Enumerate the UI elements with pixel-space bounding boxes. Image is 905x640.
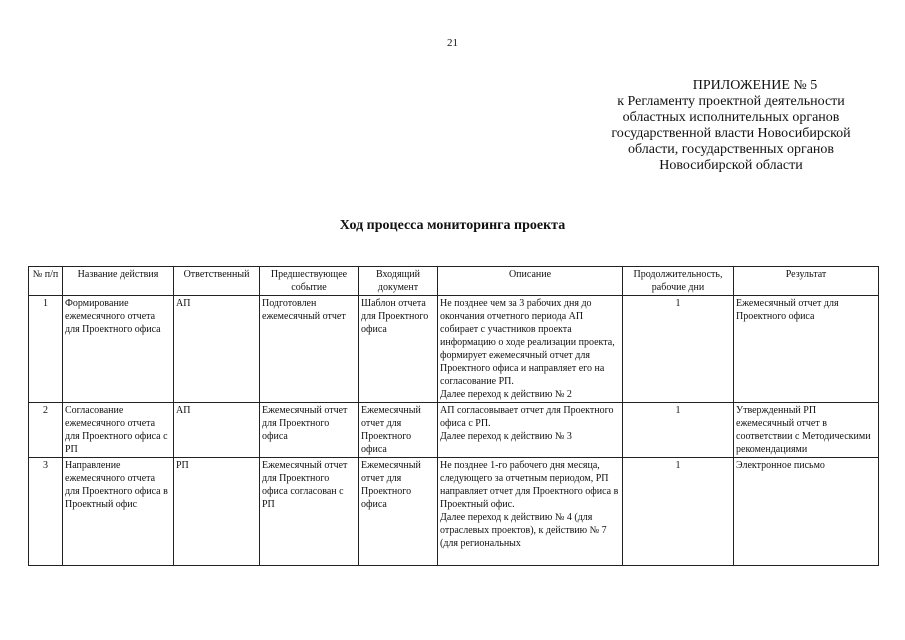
description-text: АП согласовывает отчет для Проектного офиса с РП.	[440, 405, 614, 429]
cell-action: Направление ежемесячного отчета для Проектного офиса в Проектный офис	[63, 458, 174, 566]
appendix-title: ПРИЛОЖЕНИЕ № 5	[692, 78, 818, 93]
cell-input-doc: Шаблон отчета для Проектного офиса	[359, 296, 438, 403]
header-action: Название действия	[63, 267, 174, 296]
header-preceding: Предшествующее событие	[260, 267, 359, 296]
header-duration: Продолжительность, рабочие дни	[623, 267, 734, 296]
header-result: Результат	[734, 267, 879, 296]
cell-result: Ежемесячный отчет для Проектного офиса	[734, 296, 879, 403]
cell-duration: 1	[623, 296, 734, 403]
cell-input-doc: Ежемесячный отчет для Проектного офиса	[359, 403, 438, 458]
cell-preceding: Подготовлен ежемесячный отчет	[260, 296, 359, 403]
appendix-block	[596, 78, 866, 174]
cell-duration: 1	[623, 403, 734, 458]
process-table	[28, 266, 879, 566]
cell-num: 3	[29, 458, 63, 566]
cell-result: Утвержденный РП ежемесячный отчет в соответствии с Методическими рекомендациями	[734, 403, 879, 458]
header-description: Описание	[438, 267, 623, 296]
cell-action: Согласование ежемесячного отчета для Проектного офиса с РП	[63, 403, 174, 458]
table-row	[29, 296, 879, 403]
cell-result: Электронное письмо	[734, 458, 879, 566]
appendix-line: к Регламенту проектной деятельности	[617, 94, 845, 109]
cell-input-doc: Ежемесячный отчет для Проектного офиса	[359, 458, 438, 566]
table-header-row	[29, 267, 879, 296]
appendix-line: государственной власти Новосибирской	[611, 126, 851, 141]
header-input-doc: Входящий документ	[359, 267, 438, 296]
description-text: Не позднее 1-го рабочего дня месяца, следующего за отчетным периодом, РП направляет отчет для Проектного офиса в Проектный офис.	[440, 460, 619, 510]
appendix-line: областных исполнительных органов	[622, 110, 840, 125]
appendix-line: Новосибирской области	[659, 158, 803, 173]
description-next-step: Далее переход к действию № 3	[440, 431, 572, 442]
cell-responsible: АП	[174, 403, 260, 458]
table-row	[29, 458, 879, 566]
description-text: Не позднее чем за 3 рабочих дня до окончания отчетного периода АП собирает с участников проекта информацию о ходе реализации проекта, формирует ежемесячный отчет для Проектного офиса и направляет его на согласование РП.	[440, 298, 615, 387]
description-next-step: Далее переход к действию № 2	[440, 389, 572, 400]
cell-duration: 1	[623, 458, 734, 566]
description-next-step: Далее переход к действию № 4 (для отраслевых проектов), к действию № 7 (для региональных	[440, 512, 607, 549]
cell-num: 2	[29, 403, 63, 458]
cell-preceding: Ежемесячный отчет для Проектного офиса согласован с РП	[260, 458, 359, 566]
cell-responsible: АП	[174, 296, 260, 403]
cell-description	[438, 296, 623, 403]
cell-description	[438, 458, 623, 566]
appendix-line: области, государственных органов	[627, 142, 835, 157]
header-responsible: Ответственный	[174, 267, 260, 296]
cell-responsible: РП	[174, 458, 260, 566]
cell-preceding: Ежемесячный отчет для Проектного офиса	[260, 403, 359, 458]
document-title: Ход процесса мониторинга проекта	[339, 218, 566, 233]
cell-action: Формирование ежемесячного отчета для Проектного офиса	[63, 296, 174, 403]
page-number: 21	[447, 37, 458, 49]
header-num: № п/п	[29, 267, 63, 296]
table-row	[29, 403, 879, 458]
cell-num: 1	[29, 296, 63, 403]
cell-description	[438, 403, 623, 458]
